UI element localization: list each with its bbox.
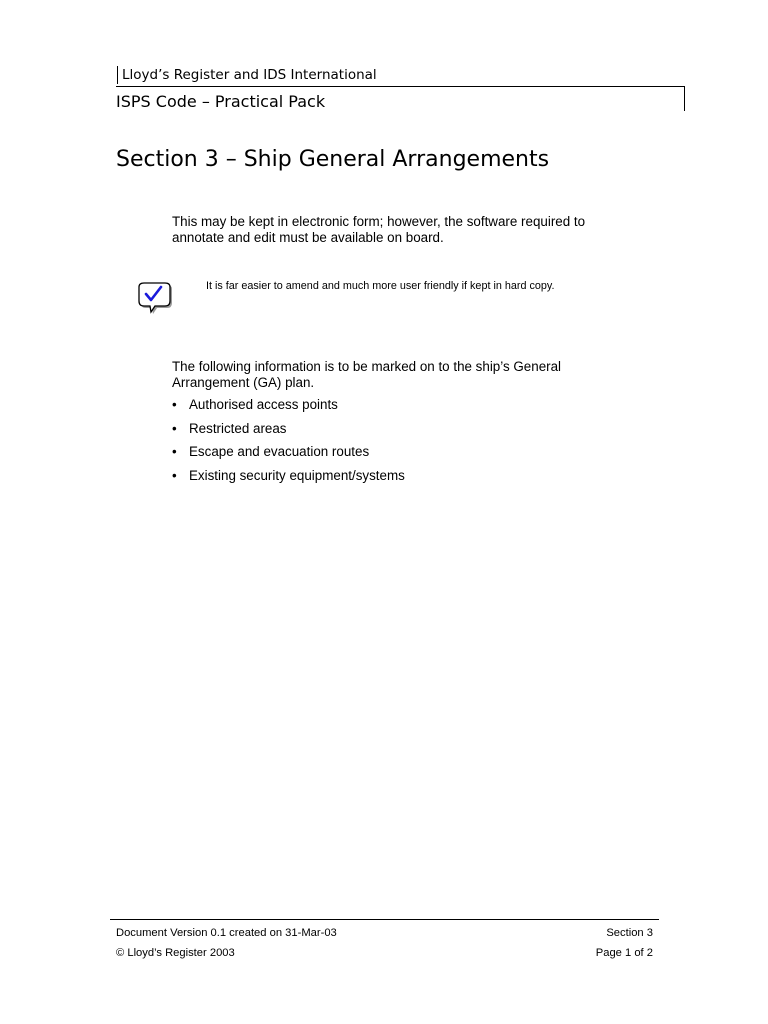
tip-text: It is far easier to amend and much more user friendly if kept in hard copy.	[206, 280, 555, 292]
list-item: • Restricted areas	[172, 421, 405, 445]
intro-paragraph: This may be kept in electronic form; however, the software required to annotate and edit must be available on board.	[172, 214, 586, 245]
list-item: • Authorised access points	[172, 397, 405, 421]
footer-section: Section 3	[606, 927, 653, 939]
footer-copyright: © Lloyd’s Register 2003	[116, 947, 235, 959]
info-lead-paragraph: The following information is to be marked on to the ship’s General Arrangement (GA) plan.	[172, 359, 562, 390]
list-item: • Existing security equipment/systems	[172, 468, 405, 492]
speech-bubble-checkmark-icon	[135, 280, 175, 318]
header-document-title: ISPS Code – Practical Pack	[116, 86, 685, 111]
information-list	[172, 397, 405, 491]
section-title: Section 3 – Ship General Arrangements	[116, 147, 550, 172]
footer-divider	[110, 919, 659, 920]
footer-version: Document Version 0.1 created on 31-Mar-03	[116, 927, 337, 939]
header-organisation: Lloyd’s Register and IDS International	[117, 66, 682, 84]
list-item: • Escape and evacuation routes	[172, 444, 405, 468]
footer-page-number: Page 1 of 2	[595, 947, 653, 959]
